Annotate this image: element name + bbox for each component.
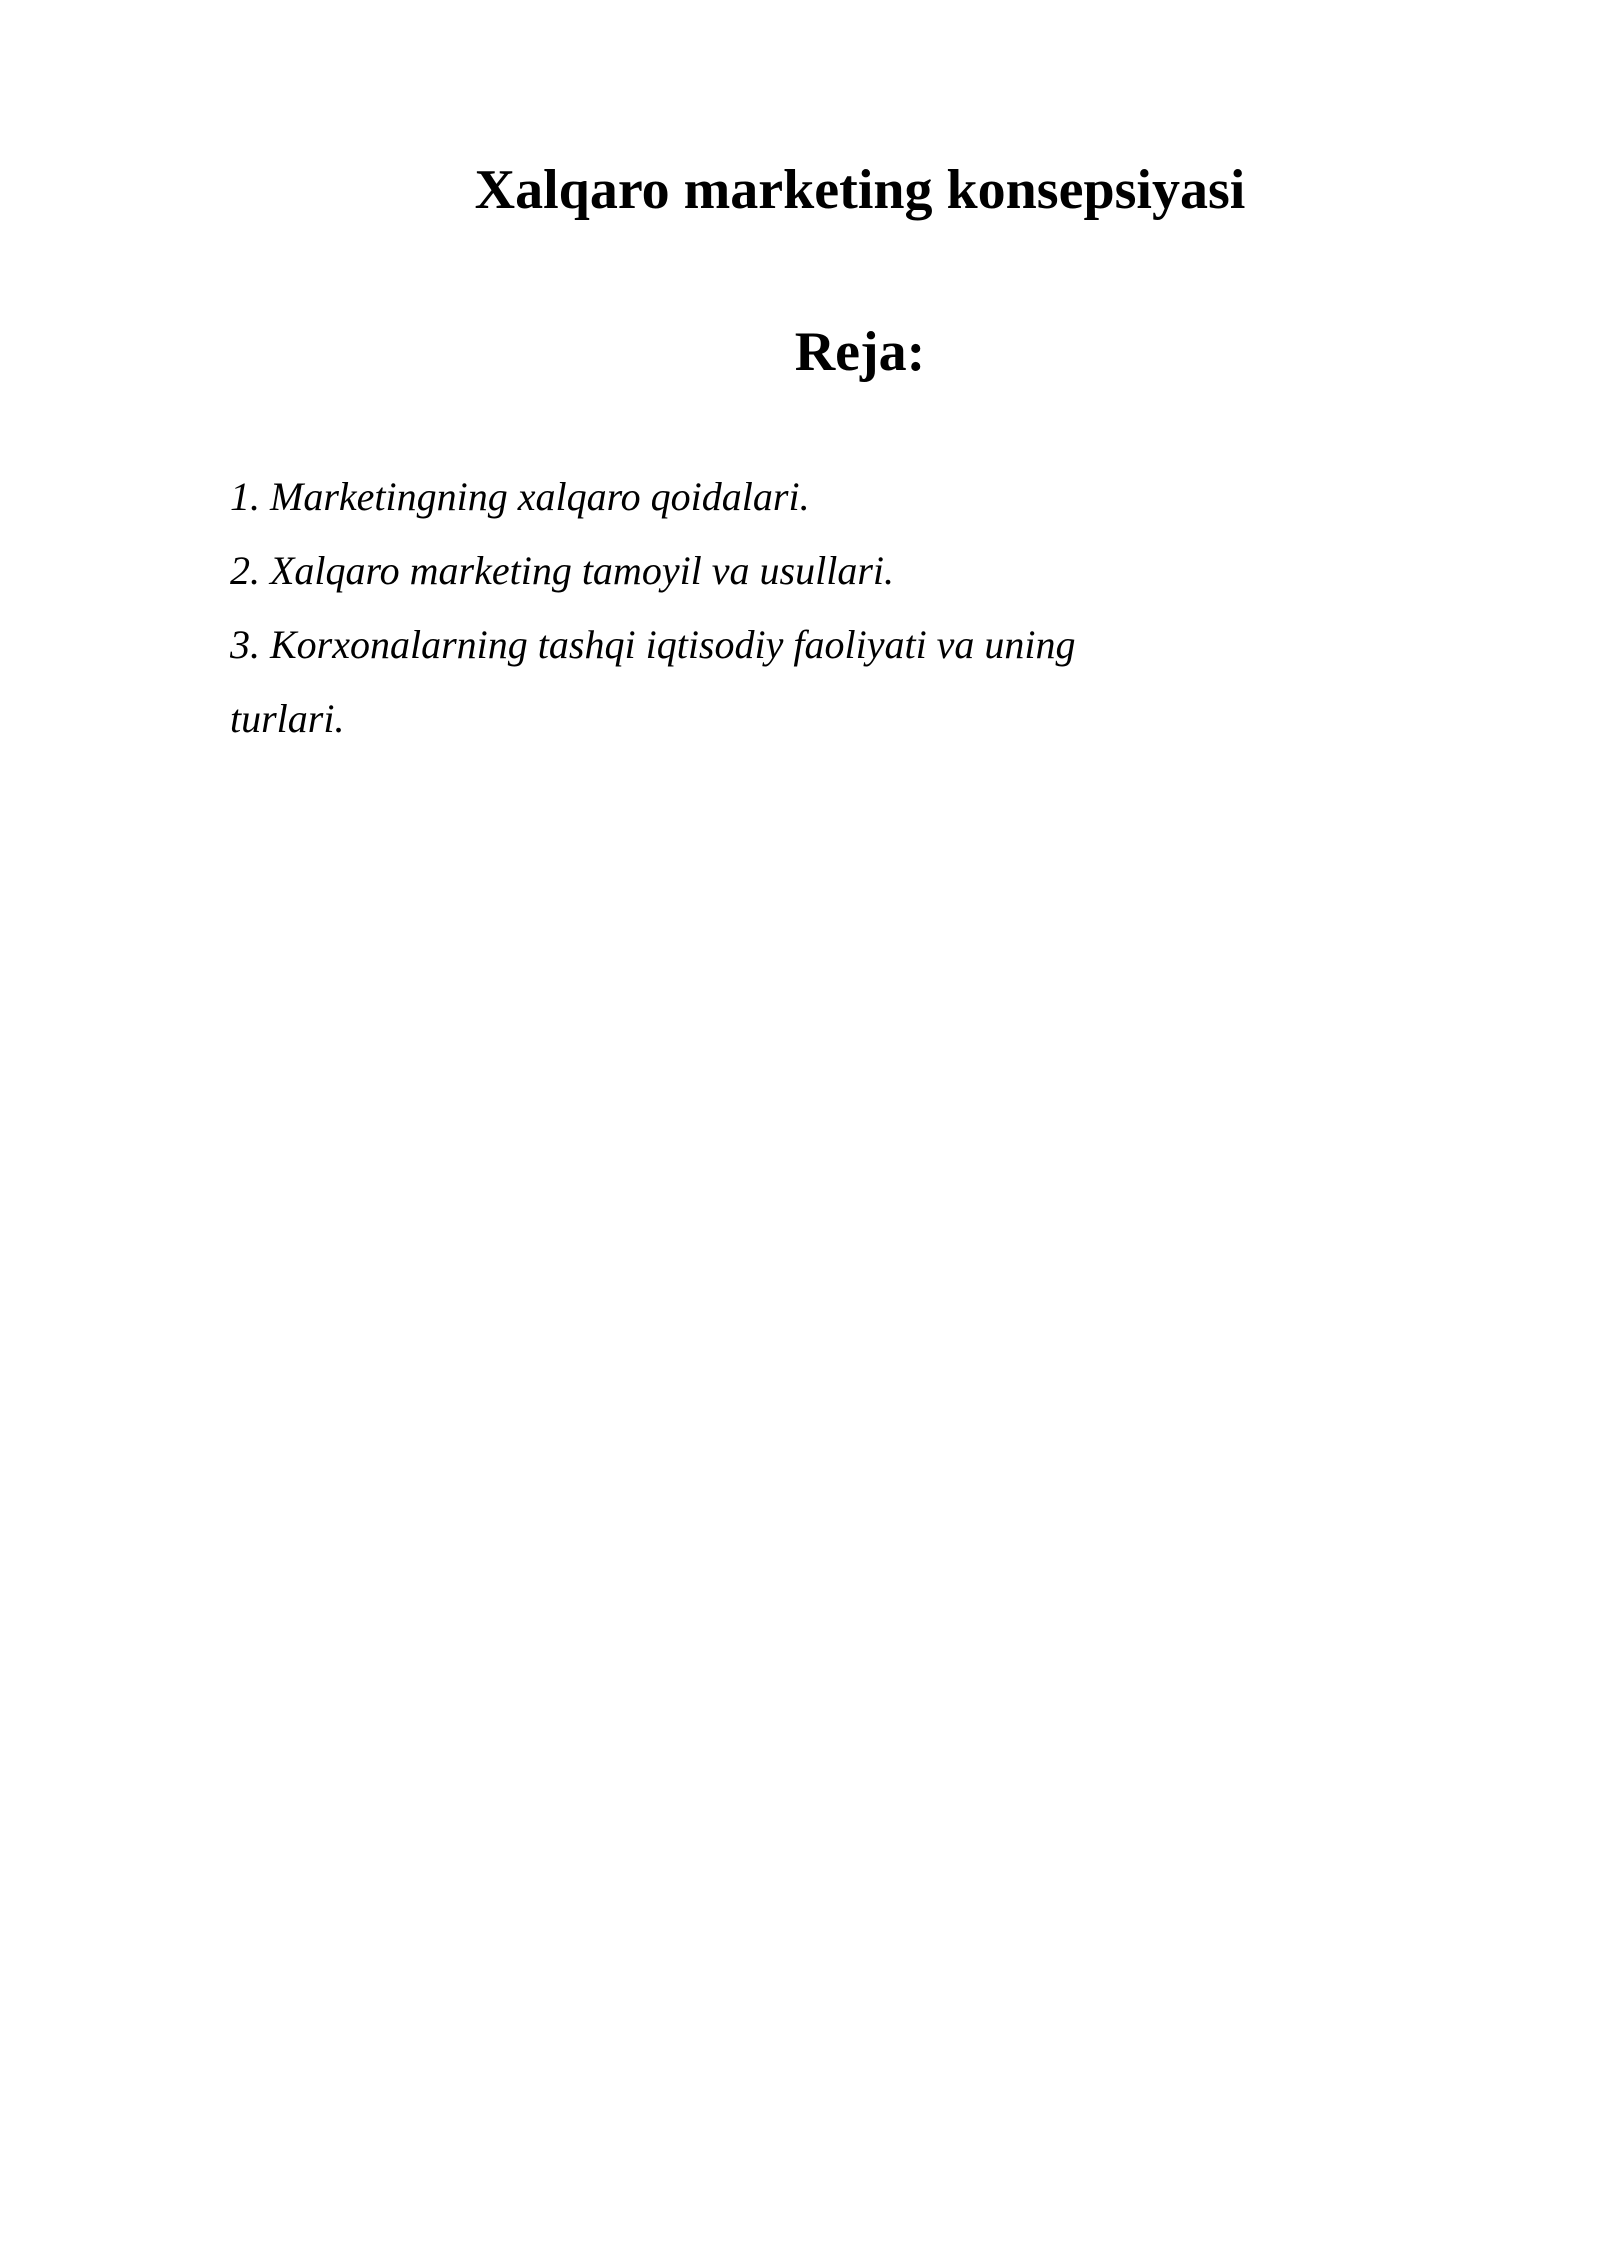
plan-item-text: 2. Xalqaro marketing tamoyil va usullari. [230,548,895,593]
plan-item-2 [230,534,1230,608]
plan-heading: Reja: [794,321,926,383]
document-title: Xalqaro marketing konsepsiyasi [474,159,1246,221]
plan-item-3 [230,608,1230,756]
plan-item-text-continued: turlari. [230,696,345,741]
plan-item-text: 1. Marketingning xalqaro qoidalari. [230,474,810,519]
plan-item-1 [230,460,1230,534]
plan-list [230,460,1230,756]
plan-item-text: 3. Korxonalarning tashqi iqtisodiy faoliyati va uning [230,622,1076,667]
